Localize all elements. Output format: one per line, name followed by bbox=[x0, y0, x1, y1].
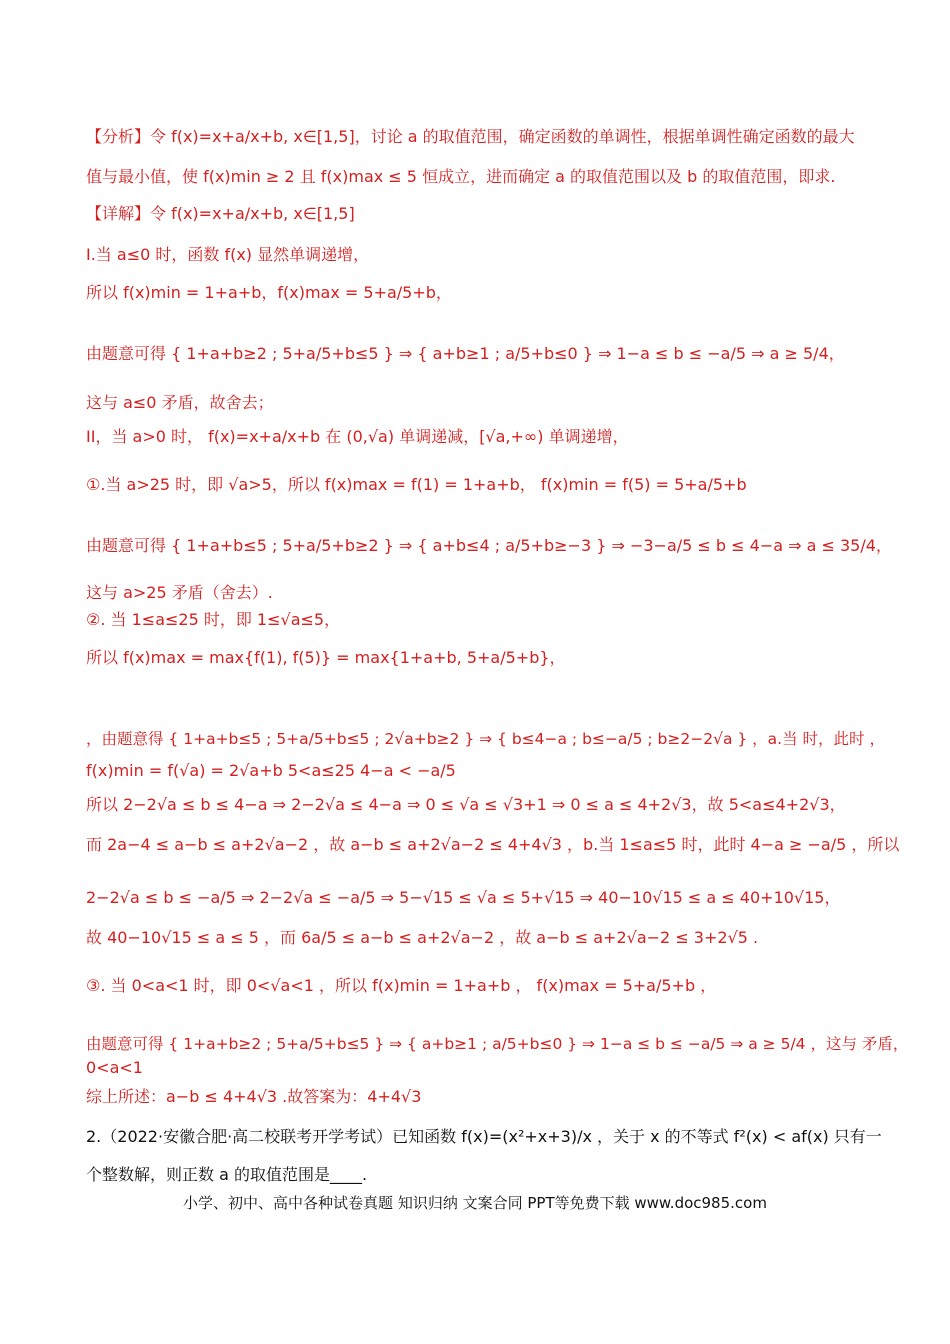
case-2-3-system: 由题意可得 { 1+a+b≥2 ; 5+a/5+b≤5 } ⇒ { a+b≥1 ; a/5+b≤0 } ⇒ 1−a ≤ b ≤ −a/5 ⇒ a ≥ 5/4 ，这与 矛盾， bbox=[86, 1035, 909, 1053]
case-2-2-system: ，由题意得 { 1+a+b≤5 ; 5+a/5+b≤5 ; 2√a+b≥2 } ⇒ { b≤4−a ; b≤−a/5 ; b≥2−2√a } ，a.当 时，此时 ， bbox=[86, 730, 885, 748]
case-2-1-system: 由题意可得 { 1+a+b≤5 ; 5+a/5+b≥2 } ⇒ { a+b≤4 ; a/5+b≥−3 } ⇒ −3−a/5 ≤ b ≤ 4−a ⇒ a ≤ 35/4， bbox=[86, 536, 892, 555]
case-2-2-b-derivation: 2−2√a ≤ b ≤ −a/5 ⇒ 2−2√a ≤ −a/5 ⇒ 5−√15 ≤ √a ≤ 5+√15 ⇒ 40−10√15 ≤ a ≤ 40+10√15， bbox=[86, 888, 841, 907]
analysis-line-2: 值与最小值，使 f(x)min ≥ 2 且 f(x)max ≤ 5 恒成立，进而确定 a 的取值范围以及 b 的取值范围，即求. bbox=[86, 167, 836, 186]
case-1-intro: I.当 a≤0 时，函数 f(x) 显然单调递增， bbox=[86, 245, 370, 264]
case-2-2-min: f(x)min = f(√a) = 2√a+b 5<a≤25 4−a < −a/5 bbox=[86, 761, 456, 780]
case-2-1-line: ①.当 a>25 时，即 √a>5，所以 f(x)max = f(1) = 1+a+b， f(x)min = f(5) = 5+a/5+b bbox=[86, 475, 747, 494]
case-2-2-b-intro: 而 2a−4 ≤ a−b ≤ a+2√a−2 ，故 a−b ≤ a+2√a−2 ≤ 4+4√3 ，b.当 1≤a≤5 时，此时 4−a ≥ −a/5 ，所以 bbox=[86, 835, 900, 854]
case-2-intro: II，当 a>0 时， f(x)=x+a/x+b 在 (0,√a) 单调递减，[√a,+∞) 单调递增， bbox=[86, 427, 629, 446]
case-1-minmax: 所以 f(x)min = 1+a+b，f(x)max = 5+a/5+b， bbox=[86, 283, 452, 302]
case-1-conclusion: 这与 a≤0 矛盾，故舍去； bbox=[86, 393, 274, 412]
page-footer: 小学、初中、高中各种试卷真题 知识归纳 文案合同 PPT等免费下载 www.doc985.com bbox=[183, 1194, 767, 1212]
detail-heading: 【详解】令 f(x)=x+a/x+b, x∈[1,5] bbox=[86, 204, 355, 223]
case-2-3-range: 0<a<1 bbox=[86, 1058, 143, 1077]
case-2-3-intro: ③. 当 0<a<1 时，即 0<√a<1 ，所以 f(x)min = 1+a+b ， f(x)max = 5+a/5+b ， bbox=[86, 976, 717, 995]
case-2-2-a-derivation: 所以 2−2√a ≤ b ≤ 4−a ⇒ 2−2√a ≤ 4−a ⇒ 0 ≤ √a ≤ √3+1 ⇒ 0 ≤ a ≤ 4+2√3，故 5<a≤4+2√3， bbox=[86, 795, 846, 814]
case-1-system: 由题意可得 { 1+a+b≥2 ; 5+a/5+b≤5 } ⇒ { a+b≥1 ; a/5+b≤0 } ⇒ 1−a ≤ b ≤ −a/5 ⇒ a ≥ 5/4， bbox=[86, 344, 845, 363]
summary-line: 综上所述：a−b ≤ 4+4√3 .故答案为：4+4√3 bbox=[86, 1087, 422, 1106]
question-2-line-2: 个整数解，则正数 a 的取值范围是____. bbox=[86, 1165, 368, 1184]
case-2-2-intro: ②. 当 1≤a≤25 时，即 1≤√a≤5， bbox=[86, 610, 341, 629]
question-2-line-1: 2.（2022·安徽合肥·高二校联考开学考试）已知函数 f(x)=(x²+x+3)/x ，关于 x 的不等式 f²(x) < af(x) 只有一 bbox=[86, 1127, 882, 1146]
case-2-1-conclusion: 这与 a>25 矛盾（舍去）. bbox=[86, 583, 273, 602]
analysis-line-1: 【分析】令 f(x)=x+a/x+b, x∈[1,5]，讨论 a 的取值范围，确定函数的单调性，根据单调性确定函数的最大 bbox=[86, 127, 855, 146]
case-2-2-max: 所以 f(x)max = max{f(1), f(5)} = max{1+a+b, 5+a/5+b}， bbox=[86, 648, 566, 667]
case-2-2-b-conclusion: 故 40−10√15 ≤ a ≤ 5 ，而 6a/5 ≤ a−b ≤ a+2√a−2 ，故 a−b ≤ a+2√a−2 ≤ 3+2√5 . bbox=[86, 928, 759, 947]
